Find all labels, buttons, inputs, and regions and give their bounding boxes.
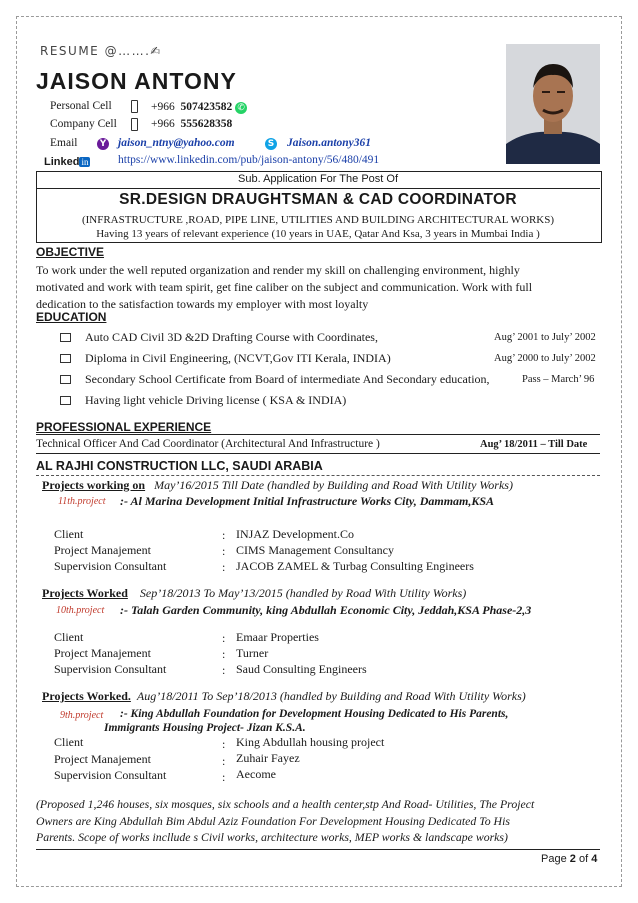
client-label: Client <box>54 735 84 749</box>
colon: : <box>222 528 226 542</box>
objective-heading: OBJECTIVE <box>36 245 105 259</box>
whatsapp-icon: ✆ <box>235 102 247 114</box>
project-tag: 10th.project <box>56 605 105 616</box>
phone-icon <box>131 100 138 113</box>
post-scope: (INFRASTRUCTURE ,ROAD, PIPE LINE, UTILITIES AND BUILDING ARCHITECTURAL WORKS) <box>81 214 555 226</box>
colon: : <box>222 754 226 768</box>
skype-id[interactable]: Jaison.antony361 <box>287 137 372 149</box>
project-name: :- Al Marina Development Initial Infrastructure Works City, Dammam,KSA <box>120 494 495 508</box>
personal-cell <box>151 101 247 114</box>
pm-label: Project Manajement <box>54 646 151 660</box>
email-label: Email <box>50 137 78 149</box>
linkedin-logo: Linked in <box>44 156 89 168</box>
pm-label: Project Manajement <box>54 543 151 557</box>
project-note: (Proposed 1,246 houses, six mosques, six schools and a health center,stp And Road- Utilities, The Project Owners are King Abdullah Bim Abdul Aziz Foundation For Development Housing Dedicated To His Parents. Scope of works incllude s Civil works, architecture works, MEP works & landscape works) <box>36 797 535 844</box>
education-item: Secondary School Certificate from Board of intermediate And Secondary education, <box>60 372 490 387</box>
company-cell <box>151 118 232 130</box>
client-label: Client <box>54 527 84 541</box>
colon: : <box>222 560 226 574</box>
project-header: Projects Worked. Aug’18/2011 To Sep’18/2013 (handled by Building and Road With Utility Works) <box>42 689 526 703</box>
education-date: Aug’ 2000 to July’ 2002 <box>494 353 596 364</box>
divider <box>36 434 600 435</box>
consultant-value: JACOB ZAMEL & Turbag Consulting Engineers <box>236 559 474 573</box>
client-value: INJAZ Development.Co <box>236 527 354 541</box>
education-date: Pass – March’ 96 <box>522 374 595 385</box>
education-date: Aug’ 2001 to July’ 2002 <box>494 332 596 343</box>
book-icon <box>60 375 71 384</box>
book-icon <box>60 333 71 342</box>
company-cell-code: +966 <box>151 118 175 130</box>
company-cell-label: Company Cell <box>50 118 117 130</box>
project-header: Projects working on May’16/2015 Till Date (handled by Building and Road With Utility Works) <box>42 478 513 492</box>
project-header: Projects Worked Sep’18/2013 To May’13/2015 (handled by Road With Utility Works) <box>42 586 467 600</box>
education-item: Having light vehicle Driving license ( KSA & INDIA) <box>60 393 346 408</box>
client-value: King Abdullah housing project <box>236 735 385 749</box>
education-heading: EDUCATION <box>36 310 107 324</box>
education-item: Auto CAD Civil 3D &2D Drafting Course with Coordinates, <box>60 330 378 345</box>
job-role: Technical Officer And Cad Coordinator (Architectural And Infrastructure ) <box>36 438 380 450</box>
application-heading: Sub. Application For The Post Of <box>36 171 600 189</box>
client-value: Emaar Properties <box>236 630 319 644</box>
divider <box>36 453 600 454</box>
company-cell-number: 555628358 <box>180 118 233 130</box>
project-name-cont: Immigrants Housing Project- Jizan K.S.A. <box>104 722 306 734</box>
pm-value: CIMS Management Consultancy <box>236 543 394 557</box>
colon: : <box>222 770 226 784</box>
post-title: SR.DESIGN DRAUGHTSMAN & CAD COORDINATOR <box>119 191 517 208</box>
job-date: Aug’ 18/2011 – Till Date <box>480 439 588 450</box>
experience-summary: Having 13 years of relevant experience (10 years in UAE, Qatar And Ksa, 3 years in Mumbai India ) <box>96 228 540 240</box>
book-icon <box>60 396 71 405</box>
consultant-value: Aecome <box>236 767 276 781</box>
experience-heading: PROFESSIONAL EXPERIENCE <box>36 420 212 434</box>
project-name: :- Talah Garden Community, king Abdullah Economic City, Jeddah,KSA Phase-2,3 <box>120 603 532 617</box>
consultant-value: Saud Consulting Engineers <box>236 662 367 676</box>
consultant-label: Supervision Consultant <box>54 559 167 573</box>
project-name: :- King Abdullah Foundation for Development Housing Dedicated to His Parents, <box>120 708 509 720</box>
resume-tag: RESUME @…….✍ <box>40 44 162 58</box>
consultant-label: Supervision Consultant <box>54 768 167 782</box>
book-icon <box>60 354 71 363</box>
pm-value: Zuhair Fayez <box>236 751 300 765</box>
phone-icon <box>131 118 138 131</box>
project-tag: 9th.project <box>60 710 104 721</box>
colon: : <box>222 663 226 677</box>
linkedin-url[interactable]: https://www.linkedin.com/pub/jaison-antony/56/480/491 <box>118 154 380 166</box>
personal-cell-number: 507423582 <box>180 101 233 113</box>
email-link[interactable]: jaison_ntny@yahoo.com <box>118 137 235 149</box>
company-name: AL RAJHI CONSTRUCTION LLC, SAUDI ARABIA <box>36 459 323 473</box>
client-label: Client <box>54 630 84 644</box>
skype-icon: S <box>265 138 277 150</box>
colon: : <box>222 647 226 661</box>
yahoo-icon: Y <box>97 138 109 150</box>
divider <box>36 475 600 476</box>
pm-label: Project Manajement <box>54 752 151 766</box>
project-tag: 11th.project <box>58 496 106 507</box>
objective-text: To work under the well reputed organization and render my skill on challenging environment, highly motivated and work with team spirit, get fine caliber on the subject and communication. Work with full dedication to the satisfaction towards my employer with most loyalty <box>36 263 533 311</box>
page-number: Page 2 of 4 <box>541 853 598 865</box>
education-item: Diploma in Civil Engineering, (NCVT,Gov ITI Kerala, INDIA) <box>60 351 391 366</box>
personal-cell-label: Personal Cell <box>50 100 112 112</box>
candidate-name: JAISON ANTONY <box>36 68 237 94</box>
footer-divider <box>36 849 600 850</box>
consultant-label: Supervision Consultant <box>54 662 167 676</box>
colon: : <box>222 631 226 645</box>
personal-cell-code: +966 <box>151 101 175 113</box>
colon: : <box>222 737 226 751</box>
colon: : <box>222 544 226 558</box>
profile-photo <box>506 44 600 164</box>
pm-value: Turner <box>236 646 269 660</box>
